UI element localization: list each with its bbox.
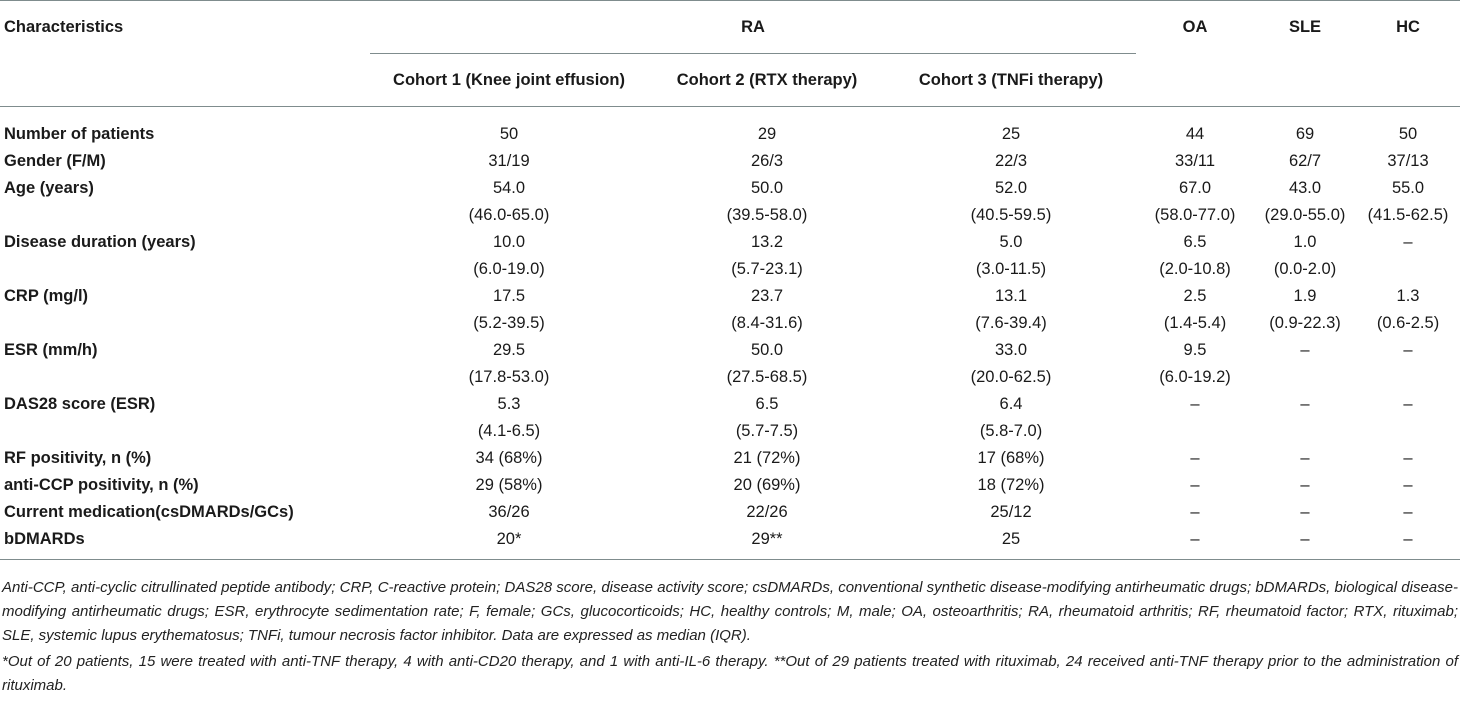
- cell-range: (0.0-2.0): [1273, 260, 1337, 278]
- cell-range: (5.7-7.5): [735, 422, 799, 440]
- table-cell: [1136, 499, 1254, 526]
- cell-range: (58.0-77.0): [1154, 206, 1236, 224]
- cell-value: 50.0: [750, 179, 784, 197]
- table-cell: [648, 526, 886, 560]
- cell-range: (17.8-53.0): [468, 368, 550, 386]
- cell-value: 67.0: [1178, 179, 1212, 197]
- cell-range: (41.5-62.5): [1367, 206, 1449, 224]
- header-blank: [1254, 54, 1356, 107]
- table-cell: [1356, 445, 1460, 472]
- table-cell: [1254, 499, 1356, 526]
- row-label: Gender (F/M): [4, 152, 106, 170]
- table-cell: [648, 391, 886, 445]
- cell-range: (3.0-11.5): [975, 260, 1047, 278]
- cell-value: 22/26: [746, 503, 788, 521]
- table-cell: [886, 445, 1136, 472]
- header-characteristics: Characteristics: [0, 1, 370, 54]
- cell-value: –: [1300, 476, 1310, 494]
- header-cohort3: Cohort 3 (TNFi therapy): [886, 54, 1136, 107]
- cell-value: 23.7: [750, 287, 784, 305]
- table-cell: [370, 229, 648, 283]
- table-cell: [1136, 445, 1254, 472]
- cell-value: –: [1403, 233, 1413, 251]
- cell-value: 6.5: [755, 395, 779, 413]
- row-label: DAS28 score (ESR): [4, 395, 156, 413]
- cell-value: 52.0: [994, 179, 1028, 197]
- table-cell: [370, 175, 648, 229]
- cell-value: –: [1403, 476, 1413, 494]
- table-cell: [648, 175, 886, 229]
- header-blank: [0, 54, 370, 107]
- row-label: CRP (mg/l): [4, 287, 89, 305]
- cell-value: 1.0: [1293, 233, 1317, 251]
- cell-value: –: [1190, 503, 1200, 521]
- table-notes: [2, 576, 1458, 698]
- table-cell: [1254, 472, 1356, 499]
- table-cell: [886, 283, 1136, 337]
- table-cell: [1356, 499, 1460, 526]
- table-cell: [1254, 283, 1356, 337]
- cell-value: –: [1190, 530, 1200, 548]
- table-body: [0, 107, 1460, 560]
- cell-value: 18 (72%): [977, 476, 1045, 494]
- cell-value: 1.3: [1396, 287, 1420, 305]
- table-cell: [886, 337, 1136, 391]
- cell-value: –: [1300, 341, 1310, 359]
- cell-value: 13.2: [750, 233, 784, 251]
- table-row: [0, 445, 1460, 472]
- cell-range: (5.8-7.0): [979, 422, 1043, 440]
- table-cell: [1356, 283, 1460, 337]
- table-row: [0, 472, 1460, 499]
- cell-value: –: [1403, 449, 1413, 467]
- cell-value: –: [1403, 341, 1413, 359]
- header-hc: HC: [1356, 1, 1460, 54]
- cell-value: –: [1403, 503, 1413, 521]
- cell-value: 34 (68%): [475, 449, 543, 467]
- cell-value: –: [1190, 476, 1200, 494]
- cell-value: 54.0: [492, 179, 526, 197]
- table-row: [0, 526, 1460, 560]
- cell-value: 25: [1001, 125, 1021, 143]
- table-cell: [1254, 391, 1356, 445]
- table-cell: [1136, 283, 1254, 337]
- cell-value: 25: [1001, 530, 1021, 548]
- table-cell: [370, 391, 648, 445]
- table-cell: [1356, 175, 1460, 229]
- table-cell: [648, 337, 886, 391]
- table-cell: [648, 283, 886, 337]
- cell-range: (4.1-6.5): [477, 422, 541, 440]
- table-cell: [370, 526, 648, 560]
- cell-range: (0.6-2.5): [1376, 314, 1440, 332]
- header-row-cohorts: [0, 54, 1460, 107]
- table-cell: [1254, 445, 1356, 472]
- table-cell: [1136, 229, 1254, 283]
- table-cell: [886, 175, 1136, 229]
- row-label: Current medication(csDMARDs/GCs): [4, 503, 294, 521]
- cell-value: 13.1: [994, 287, 1028, 305]
- cell-value: 69: [1295, 125, 1315, 143]
- cell-range: (1.4-5.4): [1163, 314, 1227, 332]
- row-label: anti-CCP positivity, n (%): [4, 476, 199, 494]
- header-blank: [1356, 54, 1460, 107]
- cell-value: 44: [1185, 125, 1205, 143]
- cell-value: 29.5: [492, 341, 526, 359]
- cell-range: (27.5-68.5): [726, 368, 808, 386]
- table-cell: [648, 499, 886, 526]
- cell-value: 55.0: [1391, 179, 1425, 197]
- table-row: [0, 148, 1460, 175]
- table-cell: [370, 283, 648, 337]
- cell-value: –: [1190, 449, 1200, 467]
- cell-range: (2.0-10.8): [1159, 260, 1231, 278]
- table-cell: [1356, 391, 1460, 445]
- cell-value: 25/12: [990, 503, 1032, 521]
- cell-value: –: [1300, 530, 1310, 548]
- table-row: [0, 283, 1460, 337]
- cell-value: 10.0: [492, 233, 526, 251]
- cell-range: (5.2-39.5): [473, 314, 545, 332]
- table-cell: [1254, 229, 1356, 283]
- table-cell: [1136, 175, 1254, 229]
- table-cell: [648, 445, 886, 472]
- table-row: [0, 175, 1460, 229]
- header-sle: SLE: [1254, 1, 1356, 54]
- row-label: Disease duration (years): [4, 233, 196, 251]
- cell-range: (8.4-31.6): [731, 314, 803, 332]
- header-blank: [1136, 54, 1254, 107]
- table-cell: [1254, 148, 1356, 175]
- table-cell: [1136, 148, 1254, 175]
- table-cell: [1136, 337, 1254, 391]
- table-cell: [1136, 472, 1254, 499]
- cell-value: 37/13: [1387, 152, 1429, 170]
- cell-value: 50: [1398, 125, 1418, 143]
- cell-range: (6.0-19.0): [473, 260, 545, 278]
- cell-value: –: [1300, 395, 1310, 413]
- table-cell: [370, 472, 648, 499]
- cell-value: 21 (72%): [733, 449, 801, 467]
- cell-range: (29.0-55.0): [1264, 206, 1346, 224]
- cell-value: 50.0: [750, 341, 784, 359]
- abbreviations-note: Anti-CCP, anti-cyclic citrullinated peptide antibody; CRP, C-reactive protein; DAS28 score, disease activity score; csDMARDs, conventional synthetic disease-modifying antirheumatic drugs; bDMARDs, biological disease-modifying antirheumatic drugs; ESR, erythrocyte sedimentation rate; F, female; GCs, glucocorticoids; HC, healthy controls; M, male; OA, osteoarthritis; RA, rheumatoid arthritis; RF, rheumatoid factor; RTX, rituximab; SLE, systemic lupus erythematosus; TNFi, tumour necrosis factor inhibitor. Data are expressed as median (IQR).: [2, 579, 1458, 644]
- cell-value: –: [1300, 449, 1310, 467]
- table-cell: [1356, 526, 1460, 560]
- row-label: bDMARDs: [0, 526, 370, 560]
- table-cell: [648, 121, 886, 148]
- table-cell: [1136, 526, 1254, 560]
- cell-range: (7.6-39.4): [975, 314, 1047, 332]
- table-cell: [1136, 391, 1254, 445]
- table-cell: [648, 229, 886, 283]
- table-cell: [1136, 121, 1254, 148]
- cell-value: 29**: [751, 530, 783, 548]
- cell-value: 6.5: [1183, 233, 1207, 251]
- table-cell: [1356, 472, 1460, 499]
- cell-value: 33/11: [1174, 152, 1216, 170]
- cell-value: 17.5: [492, 287, 526, 305]
- cell-value: –: [1403, 530, 1413, 548]
- table-row: [0, 229, 1460, 283]
- cell-range: (40.5-59.5): [970, 206, 1052, 224]
- table-cell: [648, 472, 886, 499]
- cell-value: 1.9: [1293, 287, 1317, 305]
- table-cell: [1254, 175, 1356, 229]
- footnote: *Out of 20 patients, 15 were treated with anti-TNF therapy, 4 with anti-CD20 therapy, and 1 with anti-IL-6 therapy. **Out of 29 patients treated with rituximab, 24 received anti-TNF therapy prior to the administration of rituximab.: [2, 653, 1458, 694]
- row-label: Number of patients: [4, 125, 155, 143]
- cell-range: (0.9-22.3): [1269, 314, 1341, 332]
- table-cell: [1356, 148, 1460, 175]
- row-label: ESR (mm/h): [4, 341, 98, 359]
- table-row: [0, 337, 1460, 391]
- cell-value: 33.0: [994, 341, 1028, 359]
- cell-range: (39.5-58.0): [726, 206, 808, 224]
- cell-value: –: [1403, 395, 1413, 413]
- table-cell: [370, 148, 648, 175]
- table-cell: [370, 445, 648, 472]
- cell-range: (46.0-65.0): [468, 206, 550, 224]
- cell-value: 6.4: [999, 395, 1023, 413]
- table-cell: [1254, 526, 1356, 560]
- table-row: [0, 121, 1460, 148]
- cell-value: 36/26: [488, 503, 530, 521]
- cell-value: 29 (58%): [475, 476, 543, 494]
- table-cell: [1254, 121, 1356, 148]
- table-cell: [370, 499, 648, 526]
- cell-value: 50: [499, 125, 519, 143]
- table-cell: [370, 121, 648, 148]
- cell-value: –: [1300, 503, 1310, 521]
- table-cell: [886, 472, 1136, 499]
- cell-value: 22/3: [994, 152, 1028, 170]
- row-label: RF positivity, n (%): [4, 449, 152, 467]
- cell-value: 29: [757, 125, 777, 143]
- cell-range: (6.0-19.2): [1159, 368, 1231, 386]
- table-cell: [886, 499, 1136, 526]
- table-row: [0, 499, 1460, 526]
- table-cell: [886, 148, 1136, 175]
- header-ra: RA: [370, 1, 1136, 54]
- cell-value: 5.3: [497, 395, 521, 413]
- cell-value: 20*: [496, 530, 522, 548]
- cell-value: 2.5: [1183, 287, 1207, 305]
- cell-value: 5.0: [999, 233, 1023, 251]
- cell-value: 17 (68%): [977, 449, 1045, 467]
- header-cohort1: Cohort 1 (Knee joint effusion): [370, 54, 648, 107]
- header-oa: OA: [1136, 1, 1254, 54]
- row-label: Age (years): [4, 179, 94, 197]
- table-cell: [886, 229, 1136, 283]
- table-cell: [370, 337, 648, 391]
- table-cell: [1356, 229, 1460, 283]
- table-cell: [1356, 337, 1460, 391]
- cell-value: 62/7: [1288, 152, 1322, 170]
- table-row: [0, 391, 1460, 445]
- cell-value: –: [1190, 395, 1200, 413]
- cell-value: 43.0: [1288, 179, 1322, 197]
- table-cell: [886, 121, 1136, 148]
- table-cell: [886, 526, 1136, 560]
- cell-value: 20 (69%): [733, 476, 801, 494]
- cell-value: 9.5: [1183, 341, 1207, 359]
- cell-range: (20.0-62.5): [970, 368, 1052, 386]
- table-cell: [1254, 337, 1356, 391]
- table-cell: [1356, 121, 1460, 148]
- cell-value: 31/19: [488, 152, 530, 170]
- table-cell: [886, 391, 1136, 445]
- header-cohort2: Cohort 2 (RTX therapy): [648, 54, 886, 107]
- header-row-groups: [0, 1, 1460, 54]
- table-cell: [648, 148, 886, 175]
- cell-range: (5.7-23.1): [731, 260, 803, 278]
- cell-value: 26/3: [750, 152, 784, 170]
